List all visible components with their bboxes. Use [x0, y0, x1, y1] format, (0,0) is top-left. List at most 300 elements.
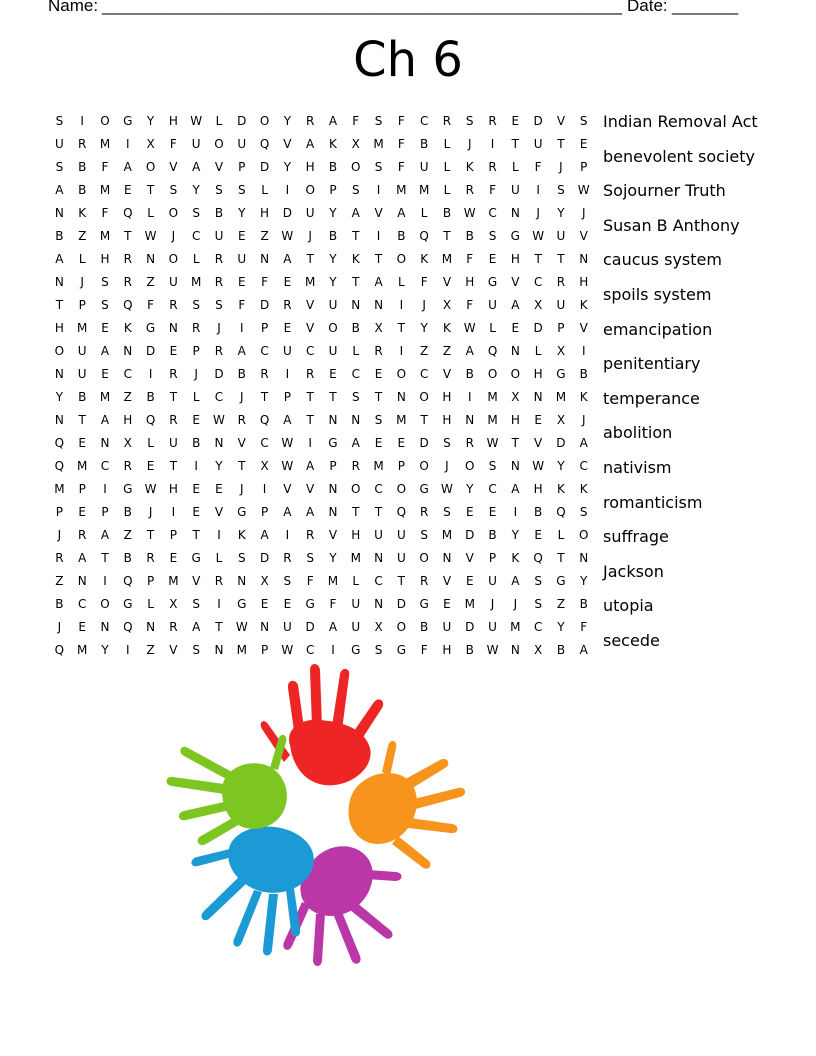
- grid-letter[interactable]: Z: [78, 229, 87, 243]
- grid-letter[interactable]: V: [306, 321, 315, 335]
- grid-letter[interactable]: A: [511, 298, 520, 312]
- grid-letter[interactable]: R: [123, 459, 132, 473]
- grid-letter[interactable]: T: [169, 390, 178, 404]
- grid-letter[interactable]: F: [466, 252, 474, 266]
- grid-letter[interactable]: S: [351, 183, 360, 197]
- grid-letter[interactable]: R: [55, 551, 64, 565]
- grid-letter[interactable]: M: [487, 390, 498, 404]
- grid-letter[interactable]: E: [443, 597, 451, 611]
- grid-letter[interactable]: P: [238, 160, 246, 174]
- grid-letter[interactable]: S: [443, 436, 451, 450]
- grid-letter[interactable]: W: [577, 183, 590, 197]
- grid-letter[interactable]: V: [328, 528, 338, 542]
- grid-letter[interactable]: B: [192, 436, 201, 450]
- grid-letter[interactable]: X: [511, 390, 520, 404]
- grid-letter[interactable]: Q: [533, 551, 543, 565]
- grid-letter[interactable]: I: [262, 482, 267, 496]
- grid-letter[interactable]: S: [306, 551, 314, 565]
- grid-letter[interactable]: U: [510, 183, 520, 197]
- grid-letter[interactable]: L: [352, 344, 360, 358]
- grid-letter[interactable]: G: [419, 597, 429, 611]
- grid-letter[interactable]: Q: [259, 137, 270, 151]
- grid-letter[interactable]: U: [237, 252, 247, 266]
- grid-letter[interactable]: K: [351, 252, 360, 266]
- grid-letter[interactable]: D: [305, 620, 315, 634]
- grid-letter[interactable]: W: [463, 206, 476, 220]
- grid-letter[interactable]: T: [238, 459, 246, 473]
- grid-letter[interactable]: X: [442, 298, 452, 312]
- grid-letter[interactable]: I: [285, 528, 290, 542]
- grid-letter[interactable]: S: [192, 206, 200, 220]
- grid-letter[interactable]: L: [147, 206, 154, 220]
- grid-letter[interactable]: W: [441, 482, 453, 496]
- grid-letter[interactable]: C: [488, 206, 497, 220]
- grid-letter[interactable]: T: [78, 413, 86, 427]
- grid-letter[interactable]: E: [260, 597, 269, 611]
- grid-letter[interactable]: X: [556, 344, 566, 358]
- grid-letter[interactable]: Q: [556, 505, 566, 519]
- grid-letter[interactable]: D: [259, 551, 270, 565]
- grid-letter[interactable]: M: [327, 574, 339, 588]
- grid-letter[interactable]: V: [283, 137, 292, 151]
- grid-letter[interactable]: Y: [329, 275, 337, 289]
- grid-letter[interactable]: B: [328, 229, 338, 243]
- grid-letter[interactable]: T: [374, 252, 383, 266]
- grid-letter[interactable]: F: [420, 275, 428, 289]
- grid-letter[interactable]: M: [54, 482, 65, 496]
- grid-letter[interactable]: U: [214, 229, 224, 243]
- grid-letter[interactable]: L: [192, 252, 200, 266]
- grid-letter[interactable]: B: [328, 160, 338, 174]
- grid-letter[interactable]: V: [237, 436, 246, 450]
- grid-letter[interactable]: E: [465, 574, 474, 588]
- grid-letter[interactable]: T: [306, 413, 314, 427]
- grid-letter[interactable]: S: [101, 298, 109, 312]
- grid-letter[interactable]: A: [351, 436, 360, 450]
- grid-letter[interactable]: H: [579, 275, 589, 289]
- grid-letter[interactable]: T: [557, 252, 565, 266]
- grid-letter[interactable]: N: [260, 620, 270, 634]
- grid-letter[interactable]: E: [465, 505, 474, 519]
- grid-letter[interactable]: S: [534, 574, 542, 588]
- grid-letter[interactable]: F: [101, 206, 109, 220]
- grid-letter[interactable]: H: [260, 206, 270, 220]
- grid-letter[interactable]: L: [534, 344, 542, 358]
- grid-letter[interactable]: N: [328, 482, 338, 496]
- grid-letter[interactable]: F: [466, 298, 474, 312]
- grid-letter[interactable]: E: [169, 344, 178, 358]
- grid-letter[interactable]: S: [579, 114, 588, 128]
- grid-letter[interactable]: O: [259, 114, 270, 128]
- grid-letter[interactable]: U: [77, 367, 87, 381]
- grid-letter[interactable]: Q: [54, 436, 65, 450]
- grid-letter[interactable]: O: [145, 160, 156, 174]
- grid-letter[interactable]: J: [490, 597, 495, 611]
- grid-letter[interactable]: O: [419, 459, 429, 473]
- grid-letter[interactable]: U: [488, 620, 497, 634]
- grid-letter[interactable]: V: [442, 574, 452, 588]
- grid-letter[interactable]: T: [55, 298, 64, 312]
- grid-letter[interactable]: P: [260, 321, 269, 335]
- grid-letter[interactable]: M: [510, 620, 521, 634]
- grid-letter[interactable]: G: [510, 229, 520, 243]
- grid-letter[interactable]: W: [144, 482, 157, 496]
- grid-letter[interactable]: N: [579, 551, 589, 565]
- grid-letter[interactable]: X: [534, 298, 543, 312]
- grid-letter[interactable]: A: [579, 436, 588, 450]
- grid-letter[interactable]: R: [283, 551, 292, 565]
- grid-letter[interactable]: W: [190, 114, 203, 128]
- grid-letter[interactable]: B: [214, 206, 224, 220]
- grid-letter[interactable]: E: [579, 137, 588, 151]
- grid-letter[interactable]: K: [443, 321, 451, 335]
- grid-letter[interactable]: R: [214, 252, 224, 266]
- grid-letter[interactable]: D: [145, 344, 156, 358]
- grid-letter[interactable]: T: [146, 183, 155, 197]
- grid-letter[interactable]: J: [467, 137, 472, 151]
- grid-letter[interactable]: N: [54, 413, 64, 427]
- grid-letter[interactable]: I: [513, 505, 518, 519]
- grid-letter[interactable]: U: [351, 597, 361, 611]
- grid-letter[interactable]: Y: [329, 206, 337, 220]
- grid-letter[interactable]: D: [259, 298, 270, 312]
- grid-letter[interactable]: W: [463, 321, 476, 335]
- grid-letter[interactable]: E: [146, 459, 155, 473]
- grid-letter[interactable]: E: [192, 482, 200, 496]
- grid-letter[interactable]: A: [465, 344, 474, 358]
- grid-letter[interactable]: U: [168, 275, 178, 289]
- grid-letter[interactable]: K: [556, 482, 565, 496]
- grid-letter[interactable]: B: [146, 390, 155, 404]
- grid-letter[interactable]: A: [100, 413, 110, 427]
- grid-letter[interactable]: E: [101, 321, 109, 335]
- grid-letter[interactable]: O: [419, 551, 429, 565]
- grid-letter[interactable]: P: [260, 505, 269, 519]
- grid-letter[interactable]: O: [328, 321, 338, 335]
- grid-letter[interactable]: V: [192, 574, 201, 588]
- grid-letter[interactable]: R: [488, 114, 497, 128]
- grid-letter[interactable]: V: [374, 206, 383, 220]
- grid-letter[interactable]: M: [99, 183, 111, 197]
- grid-letter[interactable]: R: [465, 183, 474, 197]
- grid-letter[interactable]: Y: [283, 114, 292, 128]
- grid-letter[interactable]: R: [146, 551, 155, 565]
- grid-letter[interactable]: O: [396, 252, 407, 266]
- grid-letter[interactable]: N: [510, 344, 520, 358]
- grid-letter[interactable]: C: [351, 367, 360, 381]
- grid-letter[interactable]: R: [169, 413, 178, 427]
- grid-letter[interactable]: F: [420, 643, 428, 657]
- grid-letter[interactable]: H: [168, 482, 178, 496]
- grid-letter[interactable]: B: [465, 367, 474, 381]
- grid-letter[interactable]: B: [556, 643, 566, 657]
- grid-letter[interactable]: M: [77, 321, 88, 335]
- grid-letter[interactable]: I: [240, 321, 244, 335]
- grid-letter[interactable]: R: [169, 367, 178, 381]
- grid-letter[interactable]: S: [192, 643, 200, 657]
- grid-letter[interactable]: I: [399, 298, 404, 312]
- grid-letter[interactable]: M: [77, 643, 88, 657]
- grid-letter[interactable]: K: [579, 390, 588, 404]
- grid-letter[interactable]: H: [533, 367, 543, 381]
- grid-letter[interactable]: B: [397, 229, 406, 243]
- grid-letter[interactable]: N: [510, 643, 520, 657]
- grid-letter[interactable]: U: [556, 298, 566, 312]
- grid-letter[interactable]: X: [260, 574, 269, 588]
- grid-letter[interactable]: D: [556, 436, 566, 450]
- grid-letter[interactable]: D: [419, 436, 429, 450]
- grid-letter[interactable]: B: [579, 597, 588, 611]
- grid-letter[interactable]: I: [331, 643, 335, 657]
- grid-letter[interactable]: N: [328, 413, 338, 427]
- grid-letter[interactable]: N: [146, 252, 156, 266]
- grid-letter[interactable]: Q: [396, 505, 407, 519]
- grid-letter[interactable]: A: [351, 206, 360, 220]
- grid-letter[interactable]: I: [308, 436, 312, 450]
- grid-letter[interactable]: M: [350, 551, 361, 565]
- grid-letter[interactable]: D: [533, 114, 543, 128]
- grid-letter[interactable]: C: [305, 643, 315, 657]
- grid-letter[interactable]: Z: [55, 574, 64, 588]
- grid-letter[interactable]: S: [101, 275, 109, 289]
- grid-letter[interactable]: S: [374, 413, 383, 427]
- grid-letter[interactable]: E: [397, 436, 406, 450]
- grid-letter[interactable]: B: [78, 390, 87, 404]
- grid-letter[interactable]: M: [441, 528, 453, 542]
- grid-letter[interactable]: U: [305, 206, 315, 220]
- grid-letter[interactable]: U: [533, 137, 543, 151]
- grid-letter[interactable]: N: [374, 298, 384, 312]
- grid-letter[interactable]: I: [467, 390, 472, 404]
- grid-letter[interactable]: D: [533, 321, 543, 335]
- grid-letter[interactable]: Y: [329, 252, 337, 266]
- grid-letter[interactable]: P: [146, 574, 155, 588]
- grid-letter[interactable]: R: [442, 114, 452, 128]
- grid-letter[interactable]: E: [237, 229, 246, 243]
- grid-letter[interactable]: V: [511, 275, 520, 289]
- grid-letter[interactable]: O: [54, 344, 65, 358]
- grid-letter[interactable]: E: [283, 275, 292, 289]
- grid-letter[interactable]: E: [534, 413, 542, 427]
- grid-letter[interactable]: Y: [511, 528, 519, 542]
- grid-letter[interactable]: H: [465, 275, 475, 289]
- grid-letter[interactable]: F: [397, 137, 405, 151]
- grid-letter[interactable]: T: [374, 390, 383, 404]
- grid-letter[interactable]: I: [399, 344, 404, 358]
- grid-letter[interactable]: I: [217, 528, 221, 542]
- grid-letter[interactable]: B: [237, 367, 246, 381]
- grid-letter[interactable]: H: [351, 528, 361, 542]
- grid-letter[interactable]: T: [306, 252, 314, 266]
- grid-letter[interactable]: F: [534, 160, 542, 174]
- grid-letter[interactable]: R: [305, 528, 315, 542]
- grid-letter[interactable]: F: [101, 160, 109, 174]
- grid-letter[interactable]: S: [374, 160, 383, 174]
- grid-letter[interactable]: N: [328, 505, 338, 519]
- grid-letter[interactable]: N: [374, 551, 384, 565]
- grid-letter[interactable]: O: [579, 528, 589, 542]
- grid-letter[interactable]: E: [283, 597, 292, 611]
- grid-letter[interactable]: L: [215, 114, 223, 128]
- grid-letter[interactable]: G: [237, 505, 247, 519]
- grid-letter[interactable]: C: [260, 436, 269, 450]
- grid-letter[interactable]: E: [511, 321, 520, 335]
- grid-letter[interactable]: M: [99, 137, 111, 151]
- grid-letter[interactable]: B: [465, 229, 474, 243]
- grid-letter[interactable]: T: [146, 528, 155, 542]
- grid-letter[interactable]: H: [168, 114, 178, 128]
- grid-letter[interactable]: Z: [556, 597, 566, 611]
- grid-letter[interactable]: J: [80, 275, 84, 289]
- grid-letter[interactable]: H: [123, 413, 133, 427]
- grid-letter[interactable]: R: [419, 505, 429, 519]
- grid-letter[interactable]: U: [77, 344, 87, 358]
- grid-letter[interactable]: S: [55, 160, 64, 174]
- grid-letter[interactable]: T: [397, 321, 406, 335]
- grid-letter[interactable]: K: [420, 252, 429, 266]
- grid-letter[interactable]: L: [147, 436, 154, 450]
- grid-letter[interactable]: N: [442, 551, 452, 565]
- grid-letter[interactable]: H: [305, 160, 315, 174]
- grid-letter[interactable]: U: [328, 298, 338, 312]
- grid-letter[interactable]: U: [237, 137, 247, 151]
- grid-letter[interactable]: A: [397, 206, 406, 220]
- grid-letter[interactable]: V: [442, 367, 452, 381]
- grid-letter[interactable]: O: [168, 206, 179, 220]
- grid-letter[interactable]: E: [78, 620, 86, 634]
- grid-letter[interactable]: B: [123, 505, 132, 519]
- grid-letter[interactable]: J: [581, 413, 586, 427]
- grid-letter[interactable]: P: [55, 505, 64, 519]
- grid-letter[interactable]: K: [579, 482, 588, 496]
- grid-letter[interactable]: S: [579, 505, 588, 519]
- grid-letter[interactable]: S: [465, 114, 474, 128]
- grid-letter[interactable]: G: [396, 643, 406, 657]
- grid-letter[interactable]: H: [510, 252, 520, 266]
- grid-letter[interactable]: P: [397, 459, 405, 473]
- name-field[interactable]: _______________________________________________________: [102, 0, 623, 15]
- grid-letter[interactable]: I: [126, 137, 130, 151]
- grid-letter[interactable]: U: [191, 137, 201, 151]
- grid-letter[interactable]: G: [123, 482, 133, 496]
- grid-letter[interactable]: K: [237, 528, 246, 542]
- grid-letter[interactable]: S: [283, 574, 292, 588]
- grid-letter[interactable]: Q: [145, 413, 156, 427]
- grid-letter[interactable]: A: [511, 482, 520, 496]
- grid-letter[interactable]: D: [396, 597, 406, 611]
- grid-letter[interactable]: B: [55, 229, 64, 243]
- grid-letter[interactable]: S: [192, 298, 200, 312]
- grid-letter[interactable]: A: [283, 413, 292, 427]
- grid-letter[interactable]: O: [351, 160, 361, 174]
- grid-letter[interactable]: J: [422, 298, 426, 312]
- grid-letter[interactable]: F: [352, 114, 360, 128]
- grid-letter[interactable]: P: [169, 528, 177, 542]
- grid-letter[interactable]: F: [397, 114, 405, 128]
- grid-letter[interactable]: C: [419, 114, 429, 128]
- grid-letter[interactable]: J: [194, 367, 198, 381]
- grid-letter[interactable]: G: [237, 597, 247, 611]
- grid-letter[interactable]: J: [308, 229, 312, 243]
- grid-letter[interactable]: A: [283, 505, 292, 519]
- grid-letter[interactable]: Y: [557, 459, 565, 473]
- grid-letter[interactable]: L: [147, 597, 154, 611]
- grid-letter[interactable]: F: [580, 620, 588, 634]
- grid-letter[interactable]: A: [306, 505, 315, 519]
- grid-letter[interactable]: F: [261, 275, 269, 289]
- grid-letter[interactable]: V: [214, 160, 224, 174]
- grid-letter[interactable]: W: [235, 620, 248, 634]
- grid-letter[interactable]: R: [192, 321, 201, 335]
- grid-letter[interactable]: Q: [487, 344, 498, 358]
- grid-letter[interactable]: L: [557, 528, 565, 542]
- grid-letter[interactable]: O: [396, 367, 407, 381]
- grid-letter[interactable]: X: [374, 321, 383, 335]
- grid-letter[interactable]: W: [486, 436, 499, 450]
- grid-letter[interactable]: M: [77, 459, 88, 473]
- grid-letter[interactable]: E: [511, 114, 520, 128]
- grid-letter[interactable]: F: [147, 298, 155, 312]
- grid-letter[interactable]: P: [78, 482, 86, 496]
- grid-letter[interactable]: U: [328, 344, 338, 358]
- grid-letter[interactable]: A: [306, 137, 315, 151]
- grid-letter[interactable]: T: [306, 390, 314, 404]
- grid-letter[interactable]: R: [305, 114, 315, 128]
- grid-letter[interactable]: D: [282, 206, 292, 220]
- grid-letter[interactable]: M: [373, 137, 384, 151]
- grid-letter[interactable]: Y: [580, 574, 588, 588]
- grid-letter[interactable]: F: [329, 597, 337, 611]
- grid-letter[interactable]: T: [352, 275, 360, 289]
- date-field[interactable]: _______: [672, 0, 739, 15]
- grid-letter[interactable]: T: [557, 551, 565, 565]
- grid-letter[interactable]: N: [100, 436, 110, 450]
- grid-letter[interactable]: R: [214, 574, 224, 588]
- grid-letter[interactable]: K: [511, 551, 520, 565]
- grid-letter[interactable]: N: [533, 390, 543, 404]
- grid-letter[interactable]: U: [419, 160, 429, 174]
- grid-letter[interactable]: X: [169, 597, 178, 611]
- grid-letter[interactable]: B: [442, 206, 452, 220]
- grid-letter[interactable]: O: [100, 114, 110, 128]
- grid-letter[interactable]: S: [237, 551, 246, 565]
- grid-letter[interactable]: N: [260, 252, 270, 266]
- grid-letter[interactable]: F: [489, 183, 496, 197]
- grid-letter[interactable]: L: [443, 160, 451, 174]
- grid-letter[interactable]: C: [214, 390, 224, 404]
- grid-letter[interactable]: M: [464, 597, 475, 611]
- grid-letter[interactable]: W: [281, 229, 294, 243]
- grid-letter[interactable]: A: [237, 344, 246, 358]
- grid-letter[interactable]: P: [101, 505, 109, 519]
- grid-letter[interactable]: U: [351, 620, 361, 634]
- grid-letter[interactable]: O: [305, 183, 315, 197]
- grid-letter[interactable]: Y: [55, 390, 64, 404]
- grid-letter[interactable]: V: [169, 643, 178, 657]
- grid-letter[interactable]: I: [581, 344, 586, 358]
- grid-letter[interactable]: A: [78, 551, 87, 565]
- grid-letter[interactable]: J: [148, 505, 153, 519]
- grid-letter[interactable]: R: [351, 459, 360, 473]
- grid-letter[interactable]: T: [169, 459, 178, 473]
- grid-letter[interactable]: A: [328, 114, 338, 128]
- grid-letter[interactable]: W: [486, 643, 499, 657]
- grid-letter[interactable]: W: [532, 229, 545, 243]
- grid-letter[interactable]: L: [489, 321, 496, 335]
- grid-letter[interactable]: Y: [557, 206, 565, 220]
- grid-letter[interactable]: Q: [419, 229, 429, 243]
- grid-letter[interactable]: V: [534, 436, 543, 450]
